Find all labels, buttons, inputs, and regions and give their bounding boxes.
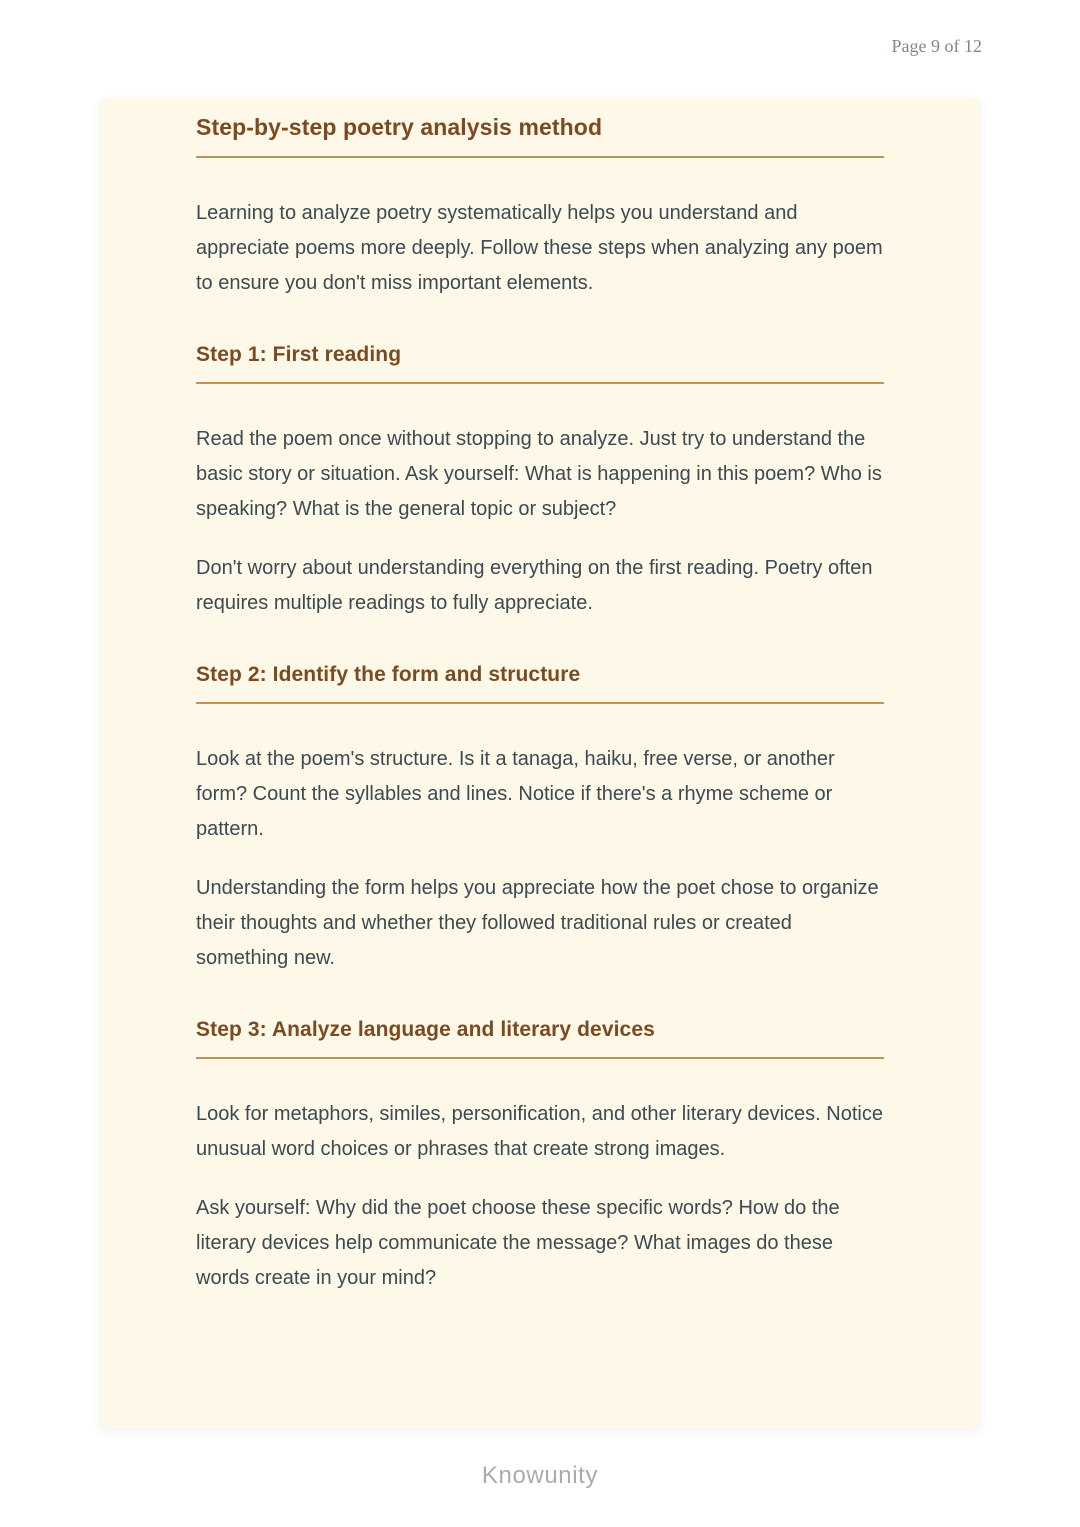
section-heading: Step 3: Analyze language and literary devices: [196, 1018, 655, 1041]
document-title: Step-by-step poetry analysis method: [196, 114, 603, 140]
section-paragraph: Don't worry about understanding everything on the first reading. Poetry often requires multiple readings to fully appreciate.: [196, 557, 873, 614]
document-section: [196, 1018, 884, 1296]
document-section: [196, 663, 884, 976]
section-rule: [196, 1057, 884, 1059]
document-section: [196, 343, 884, 621]
section-rule: [196, 382, 884, 384]
section-rule: [196, 702, 884, 704]
section-paragraph: Look at the poem's structure. Is it a tanaga, haiku, free verse, or another form? Count the syllables and lines. Notice if there's a rhyme scheme or pattern.: [196, 748, 835, 840]
section-heading: Step 2: Identify the form and structure: [196, 663, 581, 686]
page-indicator: Page 9 of 12: [891, 36, 982, 56]
footer-brand: Knowunity: [481, 1462, 599, 1489]
sections-container: [196, 343, 884, 1296]
title-rule: [196, 156, 884, 158]
document-card: [100, 98, 980, 1428]
section-heading: Step 1: First reading: [196, 343, 402, 366]
section-paragraph: Ask yourself: Why did the poet choose these specific words? How do the literary devices help communicate the message? What images do these words create in your mind?: [196, 1197, 840, 1289]
section-paragraph: Read the poem once without stopping to analyze. Just try to understand the basic story or situation. Ask yourself: What is happening in this poem? Who is speaking? What is the general topic or subject?: [196, 428, 882, 520]
document-intro: Learning to analyze poetry systematically helps you understand and appreciate poems more deeply. Follow these steps when analyzing any poem to ensure you don't miss important elements.: [196, 202, 883, 294]
section-paragraph: Look for metaphors, similes, personification, and other literary devices. Notice unusual word choices or phrases that create strong images.: [196, 1103, 883, 1160]
section-paragraph: Understanding the form helps you appreciate how the poet chose to organize their thoughts and whether they followed traditional rules or created something new.: [196, 877, 879, 969]
